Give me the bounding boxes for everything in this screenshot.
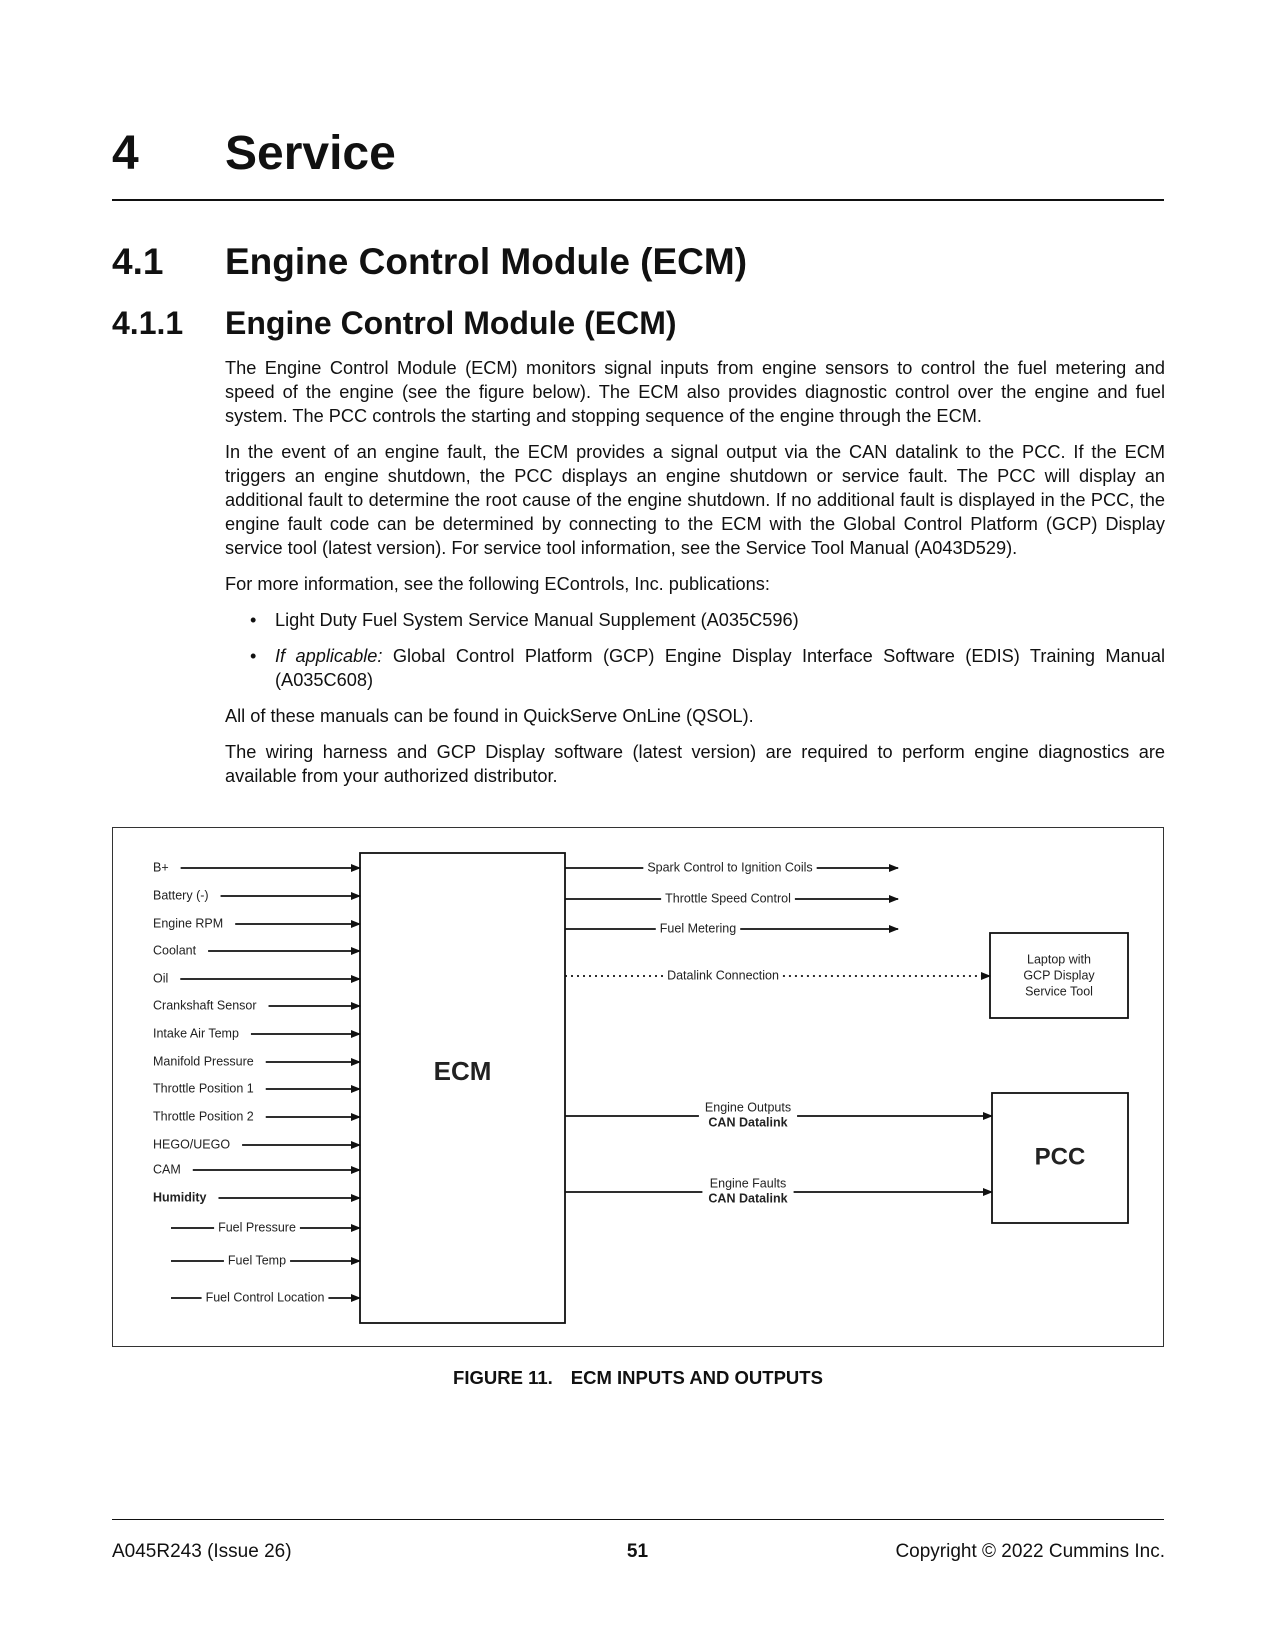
can-output-label: Engine Faults (709, 1176, 787, 1191)
datalink-label: Datalink Connection (667, 968, 779, 983)
laptop-label: GCP Display (1023, 968, 1095, 983)
paragraph-ecm-overview: The Engine Control Module (ECM) monitors signal inputs from engine sensors to control the fuel metering and speed of the engine (see the figure below). The ECM also provides diagnostic control over the engine and fuel system. The PCC controls the starting and stopping sequence of the engine through the ECM. (225, 358, 1165, 426)
ecm-label: ECM (433, 1055, 492, 1086)
footer-divider (112, 1519, 1164, 1520)
input-label: B+ (153, 860, 169, 875)
inline-input-label: Fuel Pressure (218, 1220, 296, 1235)
input-label: Throttle Position 2 (153, 1109, 254, 1124)
section-title: Engine Control Module (ECM) (225, 241, 748, 282)
figure-title: ECM INPUTS AND OUTPUTS (570, 1367, 823, 1388)
section-heading (112, 242, 1164, 283)
laptop-label: Service Tool (1025, 984, 1093, 999)
input-label: Manifold Pressure (153, 1054, 254, 1069)
laptop-label: Laptop with (1027, 952, 1091, 967)
paragraph-publications-intro: For more information, see the following EControls, Inc. publications: (225, 574, 770, 594)
footer-page-number: 51 (626, 1541, 649, 1562)
input-label: Oil (153, 971, 169, 986)
chapter-title: Service (225, 127, 396, 180)
input-label: Throttle Position 1 (153, 1081, 254, 1096)
list-item (225, 608, 1165, 632)
output-label: Throttle Speed Control (665, 891, 791, 906)
input-label: Humidity (153, 1190, 207, 1205)
paragraph-wiring-harness: The wiring harness and GCP Display software (latest version) are required to perform engine diagnostics are available from your authorized distributor. (225, 742, 1165, 786)
publications-list (225, 608, 1165, 692)
input-label: Coolant (153, 943, 197, 958)
bullet-marker: • (250, 610, 257, 630)
footer-doc-id: A045R243 (Issue 26) (112, 1541, 292, 1562)
list-item (225, 644, 1165, 692)
output-label: Spark Control to Ignition Coils (647, 860, 813, 875)
figure-number: FIGURE 11. (453, 1367, 553, 1388)
input-label: CAM (153, 1162, 181, 1177)
can-output-label: Engine Outputs (704, 1100, 792, 1115)
ecm-box (360, 853, 565, 1323)
chapter-number: 4 (112, 127, 139, 180)
inline-input-label: Fuel Temp (227, 1253, 287, 1268)
paragraph-qsol: All of these manuals can be found in QuickServe OnLine (QSOL). (225, 706, 754, 726)
heading-divider (112, 199, 1164, 201)
bullet-marker: • (250, 646, 257, 666)
section-number: 4.1 (112, 241, 164, 282)
list-item-prefix: If applicable: (275, 646, 383, 666)
input-label: Engine RPM (153, 916, 224, 931)
can-output-sublabel: CAN Datalink (708, 1191, 788, 1206)
chapter-heading (112, 128, 1164, 181)
ecm-diagram-canvas (113, 828, 1163, 1346)
input-label: Intake Air Temp (153, 1026, 239, 1041)
subsection-title: Engine Control Module (ECM) (225, 305, 677, 341)
paragraph-engine-fault: In the event of an engine fault, the ECM provides a signal output via the CAN datalink to the PCC. If the ECM triggers an engine shutdown, the PCC displays an engine shutdown or service fault. The PCC will display an additional fault to determine the root cause of the engine shutdown. If no additional fault is displayed in the PCC, the engine fault code can be determined by connecting to the ECM with the Global Control Platform (GCP) Display service tool (latest version). For service tool information, see the Service Tool Manual (A043D529). (225, 442, 1165, 558)
body-text (225, 356, 1165, 800)
input-label: HEGO/UEGO (153, 1137, 231, 1152)
figure-caption (112, 1367, 1164, 1389)
input-label: Crankshaft Sensor (153, 998, 257, 1013)
can-output-sublabel: CAN Datalink (708, 1115, 788, 1130)
output-label: Fuel Metering (659, 921, 737, 936)
input-label: Battery (-) (153, 888, 209, 903)
pcc-label: PCC (1034, 1143, 1086, 1171)
subsection-heading (112, 306, 1164, 341)
subsection-number: 4.1.1 (112, 305, 184, 341)
footer-copyright: Copyright © 2022 Cummins Inc. (895, 1541, 1165, 1562)
inline-input-label: Fuel Control Location (205, 1290, 325, 1305)
list-item-text: Light Duty Fuel System Service Manual Supplement (A035C596) (275, 610, 799, 630)
ecm-diagram (112, 827, 1164, 1347)
list-item-text: Global Control Platform (GCP) Engine Display Interface Software (EDIS) Training Manual (A035C608) (275, 646, 1165, 690)
